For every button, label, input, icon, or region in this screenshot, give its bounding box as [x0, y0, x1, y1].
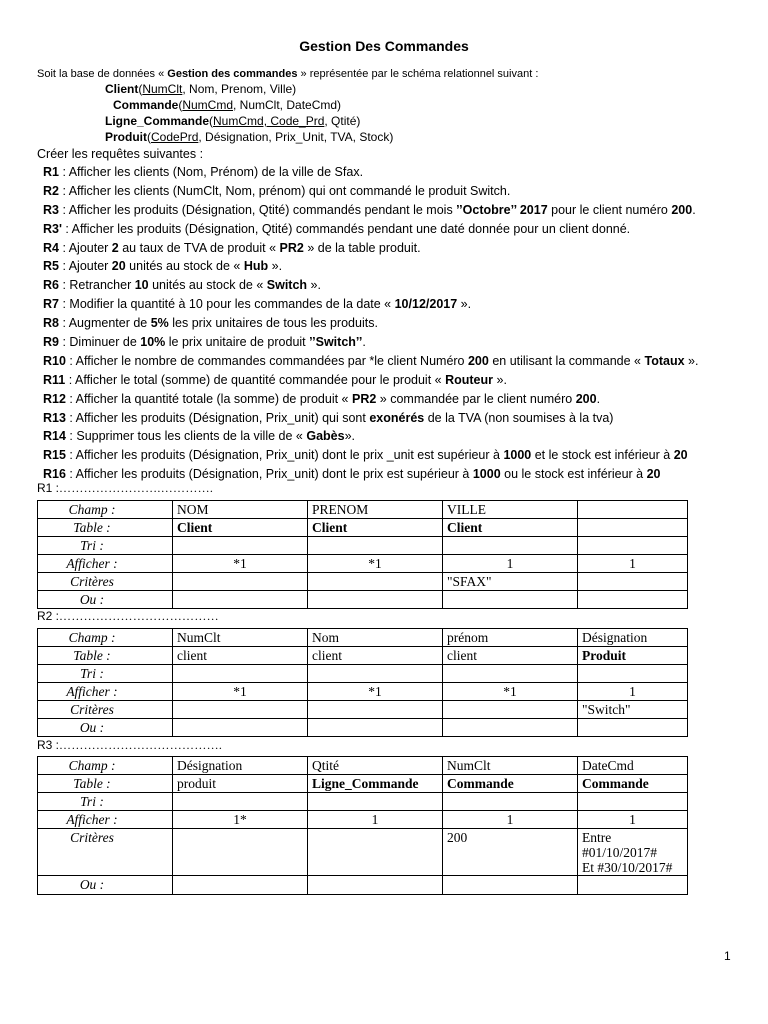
request-text: : Diminuer de [58, 335, 141, 350]
request-text: 10 [134, 278, 149, 293]
grid-dots: ………………………………… [59, 609, 219, 623]
request-id: R7 [43, 297, 59, 312]
grid-cell: Désignation [578, 629, 688, 647]
grid-row [38, 555, 688, 573]
grid-cell: Client [173, 519, 308, 537]
request-text: PR2 [279, 240, 304, 255]
intro-text [37, 67, 538, 82]
request-text: unités au stock de « [148, 278, 267, 293]
schema-key: CodePrd [151, 130, 199, 144]
grid-cell: prénom [443, 629, 578, 647]
requests-list [43, 163, 698, 484]
schema-name: Ligne_Commande [105, 114, 210, 128]
request-id: R3' [43, 221, 62, 236]
grid-row [38, 811, 688, 829]
grid-row [38, 519, 688, 537]
request-item [43, 390, 698, 409]
request-text: : Modifier la quantité à 10 pour les commandes de la date « [58, 297, 395, 312]
request-text: ’’Switch’’ [309, 335, 363, 350]
grid-cell: 1 [308, 811, 443, 829]
grid-cell: "SFAX" [443, 573, 578, 591]
request-text: au taux de TVA de produit « [118, 240, 280, 255]
grid-row [38, 793, 688, 811]
request-item [43, 371, 698, 390]
grid-row-label: Critères [38, 829, 173, 876]
qbe-grid-r2 [37, 628, 688, 737]
grid-cell: produit [173, 775, 308, 793]
request-text: 1000 [503, 448, 532, 463]
grid-row-label: Tri : [38, 793, 173, 811]
request-text: ». [307, 278, 321, 293]
request-text: . [596, 391, 601, 406]
request-item [43, 352, 698, 371]
grid-cell [173, 829, 308, 876]
request-text: : Retrancher [58, 278, 135, 293]
grid-cell: Ligne_Commande [308, 775, 443, 793]
grid-cell [173, 876, 308, 895]
request-text: de la TVA (non soumises à la tva) [424, 410, 614, 425]
grid-row-label: Champ : [38, 501, 173, 519]
request-id: R6 [43, 278, 59, 293]
request-id: R14 [43, 429, 66, 444]
grid-cell: DateCmd [578, 757, 688, 775]
request-text: : Ajouter [58, 240, 112, 255]
grid-cell: Commande [578, 775, 688, 793]
grid-cell [443, 665, 578, 683]
grid-row [38, 573, 688, 591]
instructions-heading: Créer les requêtes suivantes : [37, 147, 204, 161]
grid-label-r1 [37, 481, 213, 496]
request-id: R8 [43, 316, 59, 331]
grid-cell [578, 665, 688, 683]
schema-name: Produit [105, 130, 147, 144]
grid-cell: Client [308, 519, 443, 537]
grid-cell: 1 [443, 811, 578, 829]
request-text: 200 [671, 202, 693, 217]
grid-cell [578, 793, 688, 811]
grid-row-label: Afficher : [38, 555, 173, 573]
schema-name: Client [105, 82, 139, 96]
grid-row [38, 629, 688, 647]
request-text: Hub [243, 259, 269, 274]
grid-label: R2 : [37, 609, 60, 623]
grid-cell: "Switch" [578, 701, 688, 719]
grid-row-label: Champ : [38, 629, 173, 647]
grid-cell: *1 [443, 683, 578, 701]
grid-dots: …………………….…………. [59, 481, 214, 495]
request-text: : Supprimer tous les clients de la ville de « [65, 429, 307, 444]
request-text: Gabès [306, 429, 345, 444]
grid-row-label: Afficher : [38, 683, 173, 701]
grid-cell: VILLE [443, 501, 578, 519]
request-text: 20 [111, 259, 126, 274]
grid-label-r2 [37, 609, 219, 624]
request-item [43, 257, 698, 276]
grid-cell: Produit [578, 647, 688, 665]
grid-cell: 1 [578, 683, 688, 701]
grid-row-label: Champ : [38, 757, 173, 775]
grid-cell: Désignation [173, 757, 308, 775]
request-text: ’’Octobre’’ 2017 [456, 202, 548, 217]
request-text: : Afficher les produits (Désignation, Qtité) commandés pendant une daté donnée pour un client donné. [61, 221, 631, 236]
schema-ligne-commande: Ligne_Commande(NumCmd, Code_Prd, Qtité) [105, 114, 361, 128]
request-id: R13 [43, 410, 66, 425]
intro-bold: Gestion des commandes [167, 68, 298, 80]
request-item [43, 220, 698, 239]
grid-row [38, 829, 688, 876]
grid-cell [173, 793, 308, 811]
grid-cell [308, 573, 443, 591]
grid-cell [308, 701, 443, 719]
grid-cell [173, 537, 308, 555]
request-text: : Afficher le total (somme) de quantité commandée pour le produit « [65, 372, 446, 387]
grid-cell: 1 [578, 811, 688, 829]
grid-cell: client [308, 647, 443, 665]
request-text: » de la table produit. [303, 240, 421, 255]
grid-cell [308, 665, 443, 683]
request-item [43, 409, 698, 428]
grid-cell [308, 793, 443, 811]
request-text: 10/12/2017 [394, 297, 458, 312]
grid-label: R1 : [37, 481, 60, 495]
request-item [43, 182, 698, 201]
grid-cell: Entre #01/10/2017# Et #30/10/2017# [578, 829, 688, 876]
schema-rest: , NumClt, DateCmd) [233, 98, 342, 112]
request-text: : Afficher les produits (Désignation, Prix_unit) qui sont [65, 410, 370, 425]
request-text: : Afficher les clients (NumClt, Nom, prénom) qui ont commandé le produit Switch. [58, 183, 511, 198]
grid-row [38, 701, 688, 719]
page-number: 1 [724, 949, 731, 963]
request-text: ». [268, 259, 283, 274]
request-item [43, 239, 698, 258]
grid-row [38, 591, 688, 609]
request-text: : Afficher les produits (Désignation, Prix_unit) dont le prix est supérieur à [65, 467, 473, 482]
request-id: R4 [43, 240, 59, 255]
grid-cell [578, 501, 688, 519]
request-text: ». [493, 372, 507, 387]
qbe-grid-r3 [37, 756, 688, 895]
grid-row-label: Ou : [38, 876, 173, 895]
request-text: Switch [266, 278, 308, 293]
request-id: R5 [43, 259, 59, 274]
grid-cell: *1 [173, 683, 308, 701]
grid-row-label: Afficher : [38, 811, 173, 829]
grid-row-label: Table : [38, 519, 173, 537]
request-item [43, 427, 698, 446]
grid-cell: 200 [443, 829, 578, 876]
request-text: : Ajouter [58, 259, 112, 274]
schema-commande: Commande(NumCmd, NumClt, DateCmd) [113, 98, 342, 112]
request-id: R9 [43, 335, 59, 350]
grid-label-r3 [37, 738, 222, 753]
grid-row [38, 757, 688, 775]
grid-cell: Client [443, 519, 578, 537]
schema-key: NumCmd [182, 98, 234, 112]
request-text: 200 [575, 391, 597, 406]
request-id: R2 [43, 183, 59, 198]
schema-name: Commande [113, 98, 179, 112]
schema-rest: , Désignation, Prix_Unit, TVA, Stock) [198, 130, 394, 144]
grid-row [38, 683, 688, 701]
grid-cell [308, 829, 443, 876]
schema-key: NumClt [142, 82, 183, 96]
grid-cell: 1* [173, 811, 308, 829]
request-text: 2 [111, 240, 119, 255]
grid-row [38, 501, 688, 519]
request-text: : Afficher les produits (Désignation, Prix_unit) dont le prix _unit est supérieur à [65, 448, 504, 463]
grid-cell: PRENOM [308, 501, 443, 519]
request-text: unités au stock de « [125, 259, 244, 274]
grid-cell [308, 591, 443, 609]
schema-client: Client(NumClt, Nom, Prenom, Ville) [105, 82, 297, 96]
request-item [43, 201, 698, 220]
request-text: ». [457, 297, 472, 312]
grid-cell: NumClt [443, 757, 578, 775]
grid-cell: Commande [443, 775, 578, 793]
schema-rest: , Qtité) [324, 114, 361, 128]
grid-cell [443, 793, 578, 811]
grid-row [38, 775, 688, 793]
grid-cell: *1 [308, 555, 443, 573]
grid-cell [443, 537, 578, 555]
grid-cell [443, 876, 578, 895]
request-text: PR2 [351, 391, 377, 406]
grid-cell [173, 573, 308, 591]
grid-row-label: Ou : [38, 591, 173, 609]
request-id: R16 [43, 467, 66, 482]
request-text: . [362, 335, 366, 350]
request-id: R11 [43, 372, 66, 387]
request-text: : Afficher la quantité totale (la somme) de produit « [65, 391, 352, 406]
request-text: exonérés [369, 410, 425, 425]
grid-cell [173, 591, 308, 609]
request-text: 200 [467, 353, 489, 368]
request-item [43, 276, 698, 295]
grid-row-label: Tri : [38, 665, 173, 683]
grid-cell [578, 719, 688, 737]
request-text: ». [684, 353, 699, 368]
request-text: Routeur [445, 372, 494, 387]
request-text: en utilisant la commande « [488, 353, 645, 368]
request-text: 20 [673, 448, 688, 463]
grid-cell: Nom [308, 629, 443, 647]
request-text: . [692, 202, 696, 217]
request-text: : Afficher les produits (Désignation, Qtité) commandés pendant le mois [58, 202, 457, 217]
grid-row [38, 719, 688, 737]
request-text: 20 [646, 467, 661, 482]
grid-cell: Qtité [308, 757, 443, 775]
grid-label: R3 : [37, 738, 60, 752]
grid-cell: NOM [173, 501, 308, 519]
grid-cell [173, 719, 308, 737]
request-id: R15 [43, 448, 66, 463]
grid-cell [308, 876, 443, 895]
grid-cell [578, 591, 688, 609]
request-text: : Augmenter de [58, 316, 151, 331]
grid-cell [578, 573, 688, 591]
grid-cell: NumClt [173, 629, 308, 647]
grid-cell: 1 [578, 555, 688, 573]
page-title: Gestion Des Commandes [299, 38, 469, 54]
request-item [43, 333, 698, 352]
grid-cell [308, 719, 443, 737]
grid-cell [443, 701, 578, 719]
request-id: R12 [43, 391, 66, 406]
grid-row-label: Critères [38, 573, 173, 591]
qbe-grid-r1 [37, 500, 688, 609]
request-text: pour le client numéro [547, 202, 672, 217]
grid-row [38, 647, 688, 665]
grid-row-label: Table : [38, 647, 173, 665]
request-item [43, 163, 698, 182]
request-text: » commandée par le client numéro [376, 391, 576, 406]
grid-cell [578, 876, 688, 895]
grid-row-label: Ou : [38, 719, 173, 737]
request-id: R3 [43, 202, 59, 217]
request-id: R1 [43, 165, 59, 179]
request-text: 5% [150, 316, 169, 331]
request-text: : Afficher les clients (Nom, Prénom) de la ville de Sfax. [58, 165, 364, 179]
request-text: les prix unitaires de tous les produits. [168, 316, 378, 331]
intro-suffix: » représentée par le schéma relationnel suivant : [297, 68, 539, 80]
grid-cell: client [173, 647, 308, 665]
request-text: ou le stock est inférieur à [500, 467, 647, 482]
grid-row [38, 537, 688, 555]
grid-cell [578, 519, 688, 537]
request-text: ». [344, 429, 355, 444]
schema-rest: , Nom, Prenom, Ville) [182, 82, 297, 96]
request-item [43, 295, 698, 314]
grid-cell: client [443, 647, 578, 665]
request-item [43, 446, 698, 465]
grid-row-label: Tri : [38, 537, 173, 555]
grid-row [38, 665, 688, 683]
grid-cell [308, 537, 443, 555]
grid-cell: *1 [308, 683, 443, 701]
request-text: le prix unitaire de produit [165, 335, 310, 350]
request-text: 10% [140, 335, 166, 350]
intro-prefix: Soit la base de données « [37, 68, 168, 80]
request-item [43, 314, 698, 333]
request-text: Totaux [644, 353, 685, 368]
grid-row-label: Critères [38, 701, 173, 719]
grid-row [38, 876, 688, 895]
grid-cell [443, 719, 578, 737]
grid-cell [578, 537, 688, 555]
grid-cell [173, 701, 308, 719]
request-text: et le stock est inférieur à [531, 448, 674, 463]
grid-cell: *1 [173, 555, 308, 573]
grid-cell [443, 591, 578, 609]
request-id: R10 [43, 353, 66, 368]
schema-key: NumCmd, Code_Prd [213, 114, 325, 128]
request-text: : Afficher le nombre de commandes commandées par *le client Numéro [65, 353, 468, 368]
grid-row-label: Table : [38, 775, 173, 793]
grid-cell: 1 [443, 555, 578, 573]
grid-dots: …………………………………. [59, 738, 223, 752]
grid-cell [173, 665, 308, 683]
schema-produit: Produit(CodePrd, Désignation, Prix_Unit, TVA, Stock) [105, 130, 394, 144]
request-text: 1000 [472, 467, 501, 482]
